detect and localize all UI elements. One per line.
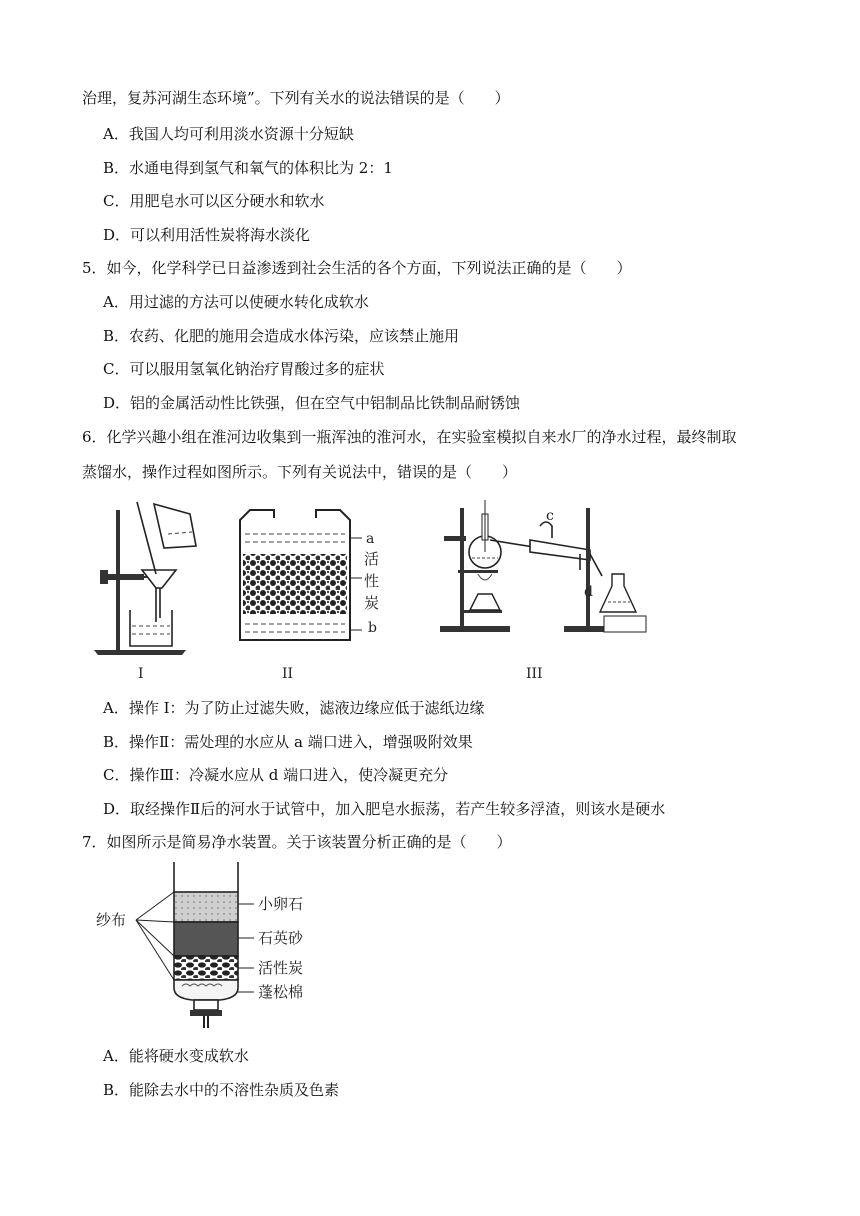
q6-stem-line1: 6．化学兴趣小组在淮河边收集到一瓶浑浊的淮河水，在实验室模拟自来水厂的净水过程，最终制取 (82, 428, 737, 446)
q7-option-b: B．能除去水中的不溶性杂质及色素 (103, 1081, 340, 1099)
fig-label-cotton: 蓬松棉 (258, 983, 304, 1001)
fig-port-c: c (546, 508, 554, 524)
q5-option-c: C．可以服用氢氧化钠治疗胃酸过多的症状 (103, 360, 385, 378)
q6-option-c: C．操作Ⅲ：冷凝水应从 d 端口进入，使冷凝更充分 (103, 766, 449, 784)
water-filter-bottle (174, 862, 238, 1028)
q7-option-a: A．能将硬水变成软水 (103, 1047, 249, 1065)
q6-option-d: D．取经操作Ⅱ后的河水于试管中，加入肥皂水振荡，若产生较多浮渣，则该水是硬水 (103, 800, 666, 818)
adsorption-apparatus (240, 510, 362, 640)
distillation-apparatus (440, 500, 646, 632)
fig-label-quartz-sand: 石英砂 (258, 929, 304, 947)
fig-port-b: b (368, 620, 377, 636)
q4-option-a: A．我国人均可利用淡水资源十分短缺 (103, 125, 354, 143)
fig-carbon-char-1: 活 (364, 550, 380, 568)
fig-label-activated-carbon: 活性炭 (258, 959, 304, 977)
fig-port-d: d (584, 584, 593, 600)
layer-pointers (238, 904, 254, 992)
fig-label-gauze: 纱布 (96, 911, 127, 929)
q7-stem: 7．如图所示是简易净水装置。关于该装置分析正确的是（ ） (82, 833, 512, 851)
q5-option-a: A．用过滤的方法可以使硬水转化成软水 (103, 293, 369, 311)
q5-option-b: B．农药、化肥的施用会造成水体污染，应该禁止施用 (103, 327, 460, 345)
q4-stem-tail: 治理，复苏河湖生态环境”。下列有关水的说法错误的是（ ） (82, 89, 510, 107)
fig-port-a: a (366, 531, 375, 547)
q4-option-b: B．水通电得到氢气和氧气的体积比为 2：1 (103, 159, 393, 177)
filtration-apparatus (94, 502, 196, 655)
fig-label-i: I (138, 666, 144, 682)
gauze-pointers (136, 892, 174, 980)
q5-stem: 5．如今，化学科学已日益渗透到社会生活的各个方面，下列说法正确的是（ ） (82, 259, 632, 277)
q6-figure (90, 490, 660, 690)
q6-option-a: A．操作 I：为了防止过滤失败，滤液边缘应低于滤纸边缘 (103, 699, 485, 717)
fig-label-pebbles: 小卵石 (258, 895, 304, 913)
fig-label-iii: III (526, 666, 543, 682)
q6-stem-line2: 蒸馏水，操作过程如图所示。下列有关说法中，错误的是（ ） (82, 463, 518, 481)
q5-option-d: D．铝的金属活动性比铁强，但在空气中铝制品比铁制品耐锈蚀 (103, 394, 521, 412)
fig-carbon-char-3: 炭 (364, 594, 380, 612)
fig-carbon-char-2: 性 (364, 572, 380, 590)
q4-option-d: D．可以利用活性炭将海水淡化 (103, 226, 311, 244)
q6-option-b: B．操作Ⅱ：需处理的水应从 a 端口进入，增强吸附效果 (103, 733, 473, 751)
q7-figure (90, 858, 350, 1036)
q4-option-c: C．用肥皂水可以区分硬水和软水 (103, 192, 325, 210)
fig-label-ii: II (282, 666, 294, 682)
